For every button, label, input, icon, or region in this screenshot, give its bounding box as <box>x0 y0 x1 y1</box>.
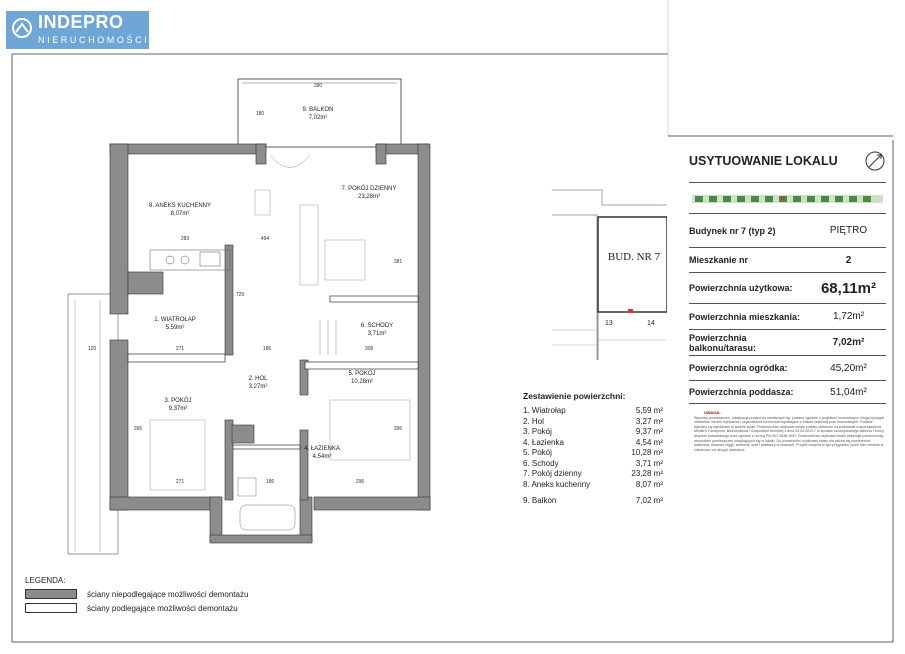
logo-subtext: NIERUCHOMOŚCI <box>38 35 150 45</box>
toilet <box>238 478 256 496</box>
info-table <box>689 140 886 404</box>
svg-text:120: 120 <box>87 346 97 352</box>
location-strip <box>689 183 886 214</box>
room-area-hol: 3,27m² <box>248 384 268 390</box>
kitchen-counter <box>150 250 230 270</box>
info-row-mieszkanie: Mieszkanie nr 2 <box>689 248 886 273</box>
svg-text:186: 186 <box>265 479 275 485</box>
svg-text:308: 308 <box>364 346 374 352</box>
svg-text:296: 296 <box>355 479 365 485</box>
svg-text:395: 395 <box>393 426 403 432</box>
room-label-lazienka: 4. ŁAZIENKA <box>304 446 340 452</box>
logo-text: INDEPRO <box>38 12 124 32</box>
area-summary <box>523 391 663 507</box>
room-area-pokoj3: 9,37m² <box>168 406 188 412</box>
room-area-wiatrolap: 5,59m² <box>165 325 185 331</box>
svg-text:283: 283 <box>180 236 190 242</box>
svg-text:186: 186 <box>262 346 272 352</box>
living-furniture <box>255 155 365 285</box>
note-title: UWAGA: <box>704 411 721 415</box>
info-row-mieszkania: Powierzchnia mieszkania: 1,72m² <box>689 304 886 330</box>
room-label-dzienny: 7. POKÓJ DZIENNY <box>341 186 397 192</box>
legend <box>25 576 265 613</box>
svg-text:494: 494 <box>260 236 270 242</box>
svg-text:395: 395 <box>133 426 143 432</box>
note-text: Wymiary pomieszczeń, lokalizacja przyborów sanitarnych itp. podane zgodnie z projektem budowlanym. Mogą wystąpić niewielkie różnice wymiarów i usytuowania elementów wynikające z trakcie realizacji prac budowlanych. Podane wymiary są wymiarami w świetle ścian. Powierzchnie użytkowe lokalu zostały obliczone na podstawie rozporządzenia Ministra Transportu, Budownictwa i Gospodarki Morskiej z dnia 25.04.2012 r. w sprawie szczegółowego zakresu i formy projektu budowlanego oraz zgodnie z normą PN-ISO 9836:1997. Powierzchnia użytkowa lokalu obejmuje powierzchnię wszystkich pomieszczeń znajdujących się w lokalu. Do powierzchni użytkowej lokalu nie wlicza się powierzchni balkonów, tarasów, loggii, antresoli, szaf i pawlaczy w ścianach. Projekt wnętrza w tym przypadku może ulec zmianie w zależności od decyzji Inwestora. <box>694 415 885 452</box>
room-label-balkon: 9. BALKON <box>302 107 334 113</box>
svg-text:729: 729 <box>235 292 245 298</box>
summary-title: Zestawienie powierzchni: <box>523 391 626 401</box>
room-label-aneks: 8. ANEKS KUCHENNY <box>148 203 212 209</box>
disclaimer-note <box>694 411 886 505</box>
info-row-ogrodek: Powierzchnia ogródka: 45,20m² <box>689 356 886 381</box>
svg-text:381: 381 <box>393 259 403 265</box>
svg-text:14: 14 <box>647 320 655 327</box>
room-area-schody: 3,71m² <box>367 331 387 337</box>
svg-text:271: 271 <box>175 479 185 485</box>
room-area-balkon: 7,02m² <box>308 115 328 121</box>
logo-mark-icon <box>10 16 34 40</box>
company-logo <box>6 11 149 49</box>
room-area-dzienny: 23,28m² <box>357 194 381 200</box>
summary-row-balkon: 9. Balkon 7,02 m² <box>523 496 663 505</box>
info-row-balkon: Powierzchnia balkonu/tarasu: 7,02m² <box>689 330 886 356</box>
bathtub <box>240 505 295 530</box>
svg-text:390: 390 <box>313 83 323 89</box>
room-area-aneks: 8,07m² <box>170 211 190 217</box>
svg-text:180: 180 <box>255 111 265 117</box>
room-label-pokoj5: 5. POKÓJ <box>348 371 376 377</box>
summary-row: 7. Pokój dzienny 23,28 m² <box>523 469 663 478</box>
room-labels <box>149 107 397 460</box>
info-title: USYTUOWANIE LOKALU <box>689 154 838 168</box>
room-label-schody: 6. SCHODY <box>360 323 394 329</box>
svg-text:13: 13 <box>605 320 613 327</box>
legend-swatch-white <box>25 603 77 613</box>
info-row-poddasze: Powierzchnia poddasza: 51,04m² <box>689 381 886 404</box>
summary-row: 3. Pokój 9,37 m² <box>523 427 663 436</box>
room-label-wiatrolap: 1. WIATROŁAP <box>154 317 196 323</box>
info-header <box>689 140 886 183</box>
summary-row: 2. Hol 3,27 m² <box>523 416 663 426</box>
legend-swatch-grey <box>25 589 77 599</box>
svg-text:271: 271 <box>175 346 185 352</box>
room-area-lazienka: 4,54m² <box>312 454 332 460</box>
site-building-label: BUD. NR 7 <box>607 251 661 263</box>
summary-row: 8. Aneks kuchenny 8,07 m² <box>523 479 663 489</box>
inner-stairs <box>320 320 336 355</box>
legend-title: LEGENDA: <box>25 576 66 585</box>
summary-row: 1. Wiatrołap 5,59 m² <box>523 406 663 415</box>
north-arrow-icon <box>864 150 886 172</box>
summary-row: 6. Schody 3,71 m² <box>523 458 663 468</box>
legend-item-removable: ściany podlegające możliwości demontażu <box>25 603 265 613</box>
room-area-pokoj5: 10,28m² <box>350 379 374 385</box>
info-row-budynek: Budynek nr 7 (typ 2) PIĘTRO <box>689 214 886 248</box>
info-row-uzytkowa: Powierzchnia użytkowa: 68,11m² <box>689 273 886 304</box>
summary-row: 5. Pokój 10,28 m² <box>523 448 663 457</box>
summary-row: 4. Łazienka 4,54 m² <box>523 437 663 447</box>
room-label-pokoj3: 3. POKÓJ <box>164 398 192 404</box>
legend-item-load: ściany niepodlegające możliwości demontażu <box>25 589 265 599</box>
room-label-hol: 2. HOL <box>248 376 268 382</box>
site-plan <box>552 185 667 360</box>
